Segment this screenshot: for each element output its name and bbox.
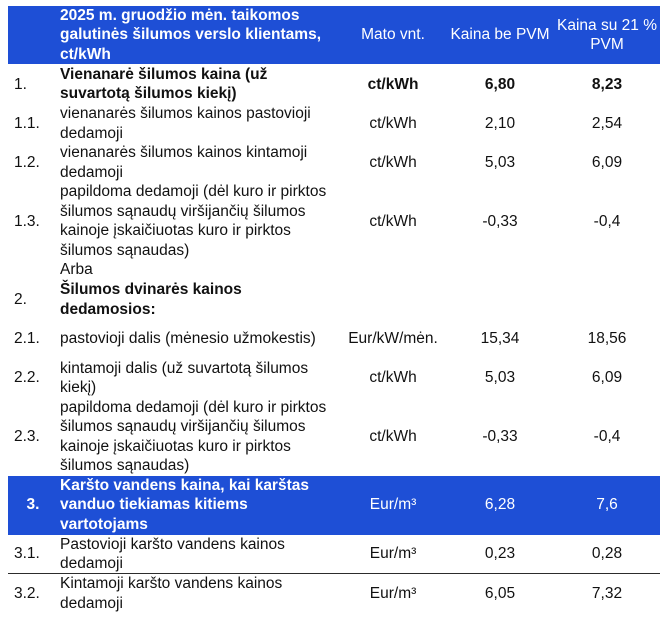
row-description: papildoma dedamoji (dėl kuro ir pirktos šilumos sąnaudų viršijančių šilumos kainoje įskaičiuotas kuro ir pirktos šilumos sąnaudas) <box>60 398 327 475</box>
row-price-ex-vat: -0,33 <box>482 212 518 230</box>
row-description: vienanarės šilumos kainos kintamoji dedamoji <box>60 144 308 181</box>
row-description: Karšto vandens kaina, kai karštas vanduo tiekiamas kitiems vartotojams <box>60 476 340 535</box>
row-number: 3. <box>8 476 60 535</box>
row-unit <box>340 260 446 279</box>
row-number: 1.1. <box>14 115 40 133</box>
row-number: 3.1. <box>8 535 60 574</box>
row-number: 3.2. <box>14 585 40 603</box>
row-number: 2.3. <box>14 427 40 445</box>
row-description: Šilumos dvinarės kainos dedamosios: <box>60 281 242 318</box>
table-row <box>8 143 660 182</box>
row-price-inc-vat: 6,09 <box>591 369 623 387</box>
row-price-inc-vat: 2,54 <box>591 115 623 133</box>
row-price-inc-vat: 6,09 <box>591 154 623 172</box>
row-price-ex-vat: 6,28 <box>446 476 554 535</box>
table-row <box>8 260 660 279</box>
row-number: 2.2. <box>14 369 40 387</box>
table-row <box>8 574 660 613</box>
row-description: Kintamoji karšto vandens kainos dedamoji <box>60 575 283 612</box>
row-number: 1. <box>14 75 27 93</box>
table-row <box>8 398 660 476</box>
row-description: pastovioji dalis (mėnesio užmokestis) <box>60 330 316 348</box>
row-description: Pastovioji karšto vandens kainos dedamoji <box>60 535 340 574</box>
row-unit <box>340 280 446 320</box>
row-price-ex-vat: -0,33 <box>482 427 518 445</box>
row-price-inc-vat <box>554 260 660 279</box>
table-row <box>8 182 660 260</box>
row-description: Arba <box>60 261 93 279</box>
row-number: 1.2. <box>14 154 40 172</box>
row-description: papildoma dedamoji (dėl kuro ir pirktos šilumos sąnaudų viršijančių šilumos kainoje įskaičiuotas kuro ir pirktos šilumos sąnaudas) <box>60 183 327 259</box>
row-unit: ct/kWh <box>369 369 417 387</box>
tariff-table <box>8 6 660 613</box>
row-unit: Eur/m³ <box>340 535 446 574</box>
row-price-ex-vat <box>446 260 554 279</box>
row-number <box>8 260 60 279</box>
row-unit: ct/kWh <box>369 427 417 445</box>
row-unit: Eur/kW/mėn. <box>348 330 438 348</box>
table-row <box>8 359 660 398</box>
row-price-inc-vat: 8,23 <box>591 75 623 93</box>
table-row <box>8 104 660 143</box>
row-price-ex-vat: 15,34 <box>480 330 520 348</box>
table-title: 2025 m. gruodžio mėn. taikomos galutinės šilumos verslo klientams, ct/kWh <box>8 6 340 64</box>
price-ex-vat-column-header: Kaina be PVM <box>446 6 554 64</box>
row-number: 2. <box>14 290 27 308</box>
row-unit: ct/kWh <box>367 75 419 93</box>
row-price-inc-vat: -0,4 <box>593 427 621 445</box>
row-price-inc-vat: 7,32 <box>591 585 623 603</box>
row-price-inc-vat <box>554 280 660 320</box>
row-description: vienanarės šilumos kainos pastovioji dedamoji <box>60 105 311 142</box>
row-unit: ct/kWh <box>369 115 417 133</box>
row-price-ex-vat: 5,03 <box>484 369 516 387</box>
row-price-inc-vat: 0,28 <box>554 535 660 574</box>
row-price-ex-vat: 2,10 <box>484 115 516 133</box>
row-price-ex-vat: 0,23 <box>446 535 554 574</box>
row-price-inc-vat: 18,56 <box>587 330 627 348</box>
row-price-ex-vat: 5,03 <box>484 154 516 172</box>
table-row <box>8 64 660 104</box>
row-price-ex-vat <box>446 280 554 320</box>
table-row <box>8 535 660 574</box>
table-row-highlighted <box>8 476 660 535</box>
row-price-ex-vat: 6,80 <box>484 75 516 93</box>
row-price-inc-vat: -0,4 <box>593 212 621 230</box>
row-description: kintamoji dalis (už suvartotą šilumos kiekį) <box>60 359 309 397</box>
header-row <box>8 6 660 64</box>
row-price-ex-vat: 6,05 <box>484 585 516 603</box>
row-unit: ct/kWh <box>369 154 417 172</box>
row-description: Vienanarė šilumos kaina (už suvartotą šilumos kiekį) <box>60 65 268 103</box>
table-row <box>8 320 660 359</box>
table-row <box>8 280 660 320</box>
row-number: 1.3. <box>14 212 40 230</box>
unit-column-header: Mato vnt. <box>340 6 446 64</box>
row-price-inc-vat: 7,6 <box>554 476 660 535</box>
row-unit: Eur/m³ <box>340 476 446 535</box>
row-unit: Eur/m³ <box>369 585 417 603</box>
row-unit: ct/kWh <box>369 212 417 230</box>
price-inc-vat-column-header: Kaina su 21 % PVM <box>554 6 660 64</box>
row-number: 2.1. <box>14 330 40 348</box>
